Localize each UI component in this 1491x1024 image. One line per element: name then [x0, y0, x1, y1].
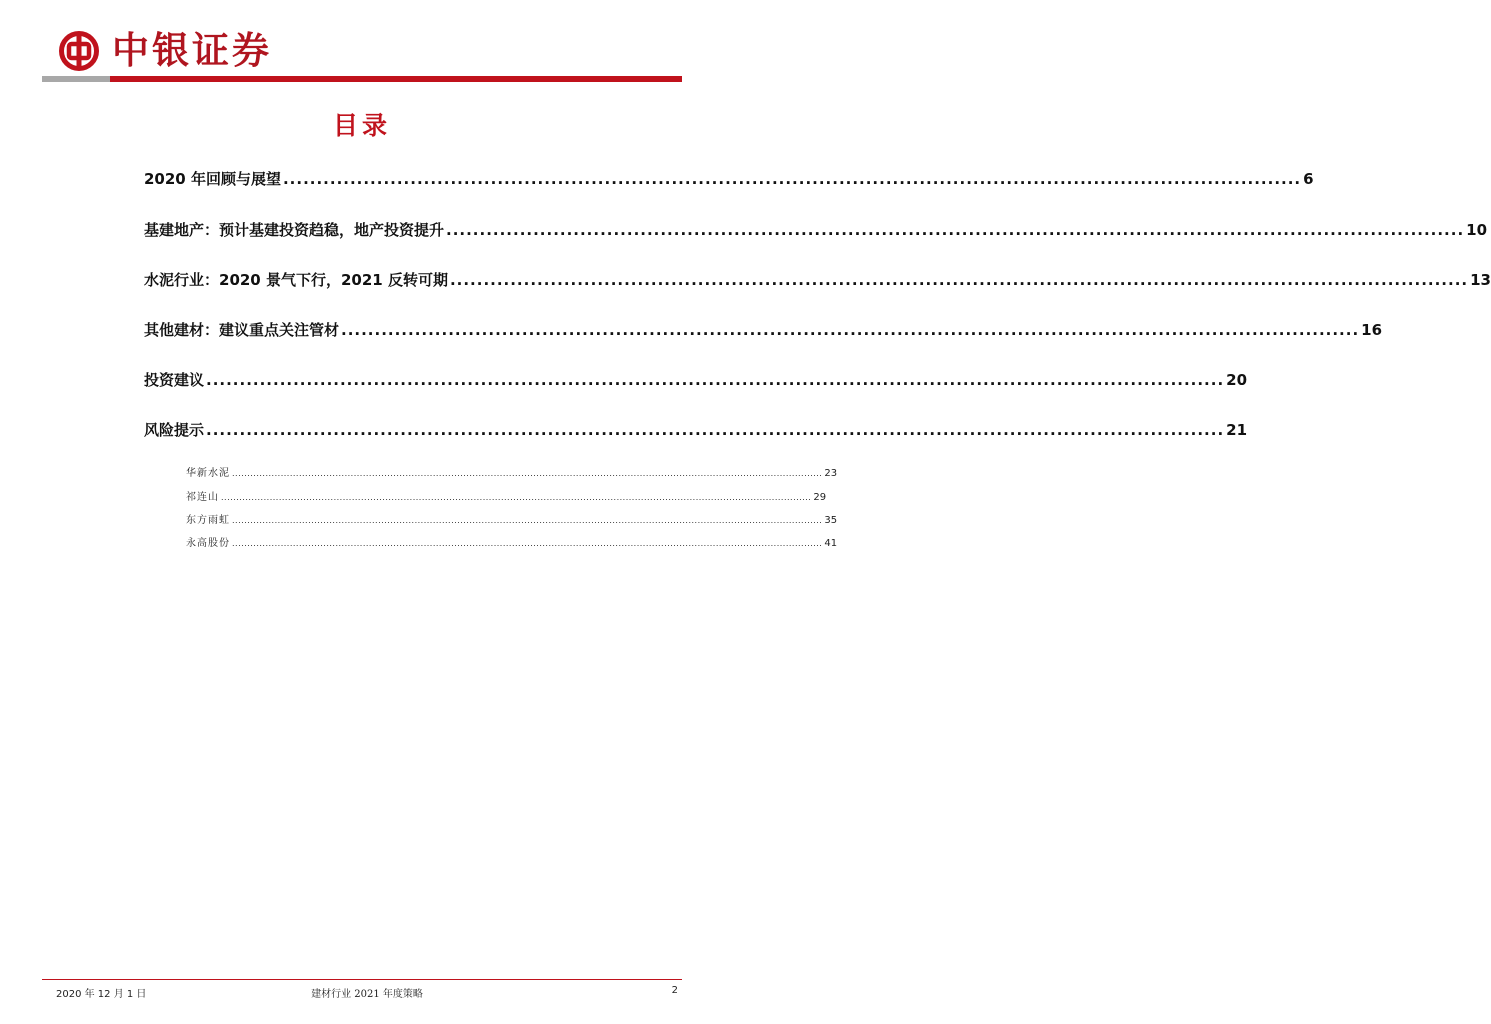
- toc-sub-entry-page: 35: [824, 515, 838, 526]
- bank-of-china-logo-icon: [58, 30, 100, 72]
- toc-leader-dots: ..................................................................................................................................................................................................: [232, 469, 823, 478]
- toc-entry[interactable]: [144, 269, 1491, 290]
- toc-entry[interactable]: [144, 319, 1383, 340]
- toc-entry-title: 2020 年回顾与展望: [144, 170, 281, 188]
- toc-leader-dots: ..................................................................................................................................................................................................: [221, 493, 812, 502]
- page-header: [0, 0, 724, 90]
- toc-entry-title: 投资建议: [144, 371, 205, 389]
- toc-entry-page: 21: [1226, 421, 1248, 439]
- toc-entry[interactable]: [144, 168, 1314, 189]
- footer-rule: [42, 979, 682, 980]
- brand-name: 中银证券: [112, 28, 272, 72]
- toc-entry-title: 风险提示: [144, 421, 205, 439]
- toc-leader-dots: ........................................................................................................................................................: [206, 371, 1225, 389]
- toc-sub-entry[interactable]: [186, 511, 838, 526]
- toc-sub-entry-title: 永高股份: [186, 538, 230, 549]
- toc-sub-entry-title: 华新水泥: [186, 468, 230, 479]
- toc-entry[interactable]: [144, 219, 1488, 240]
- toc-sub-entry[interactable]: [186, 488, 827, 503]
- toc-entry-title: 其他建材：建议重点关注管材: [144, 321, 340, 339]
- toc-entry-page: 6: [1303, 170, 1314, 188]
- toc-sub-entry[interactable]: [186, 464, 838, 479]
- header-rule-grey: [42, 76, 110, 82]
- footer-date: 2020 年 12 月 1 日: [56, 989, 147, 1000]
- toc-entry-page: 16: [1361, 321, 1383, 339]
- toc-sub-entry-title: 祁连山: [186, 492, 219, 503]
- toc-entry-page: 13: [1470, 271, 1491, 289]
- toc-sub-entry-page: 23: [824, 468, 838, 479]
- toc-leader-dots: ........................................................................................................................................................: [449, 271, 1469, 289]
- toc-leader-dots: ........................................................................................................................................................: [341, 321, 1360, 339]
- toc-entry-title: 水泥行业：2020 景气下行，2021 反转可期: [144, 271, 448, 289]
- toc-leader-dots: ........................................................................................................................................................: [282, 170, 1302, 188]
- toc-entry-page: 20: [1226, 371, 1248, 389]
- toc-leader-dots: ..................................................................................................................................................................................................: [232, 539, 823, 548]
- toc-sub-entry-page: 29: [813, 492, 827, 503]
- toc-title: 目录: [332, 111, 391, 140]
- toc-sub-entry-page: 41: [824, 538, 838, 549]
- toc-entry-page: 10: [1466, 221, 1488, 239]
- toc-sub-entry-title: 东方雨虹: [186, 515, 230, 526]
- toc-leader-dots: ..................................................................................................................................................................................................: [232, 516, 823, 525]
- toc-sub-entry[interactable]: [186, 534, 838, 549]
- toc-leader-dots: ........................................................................................................................................................: [206, 421, 1225, 439]
- toc-leader-dots: ........................................................................................................................................................: [446, 221, 1465, 239]
- toc-entry-title: 基建地产：预计基建投资趋稳，地产投资提升: [144, 221, 445, 239]
- header-rule-red: [110, 76, 682, 82]
- toc-entry[interactable]: [144, 419, 1248, 440]
- toc-entry[interactable]: [144, 369, 1248, 390]
- footer-report-title: 建材行业 2021 年度策略: [311, 989, 423, 1000]
- footer-page-number: 2: [671, 985, 678, 996]
